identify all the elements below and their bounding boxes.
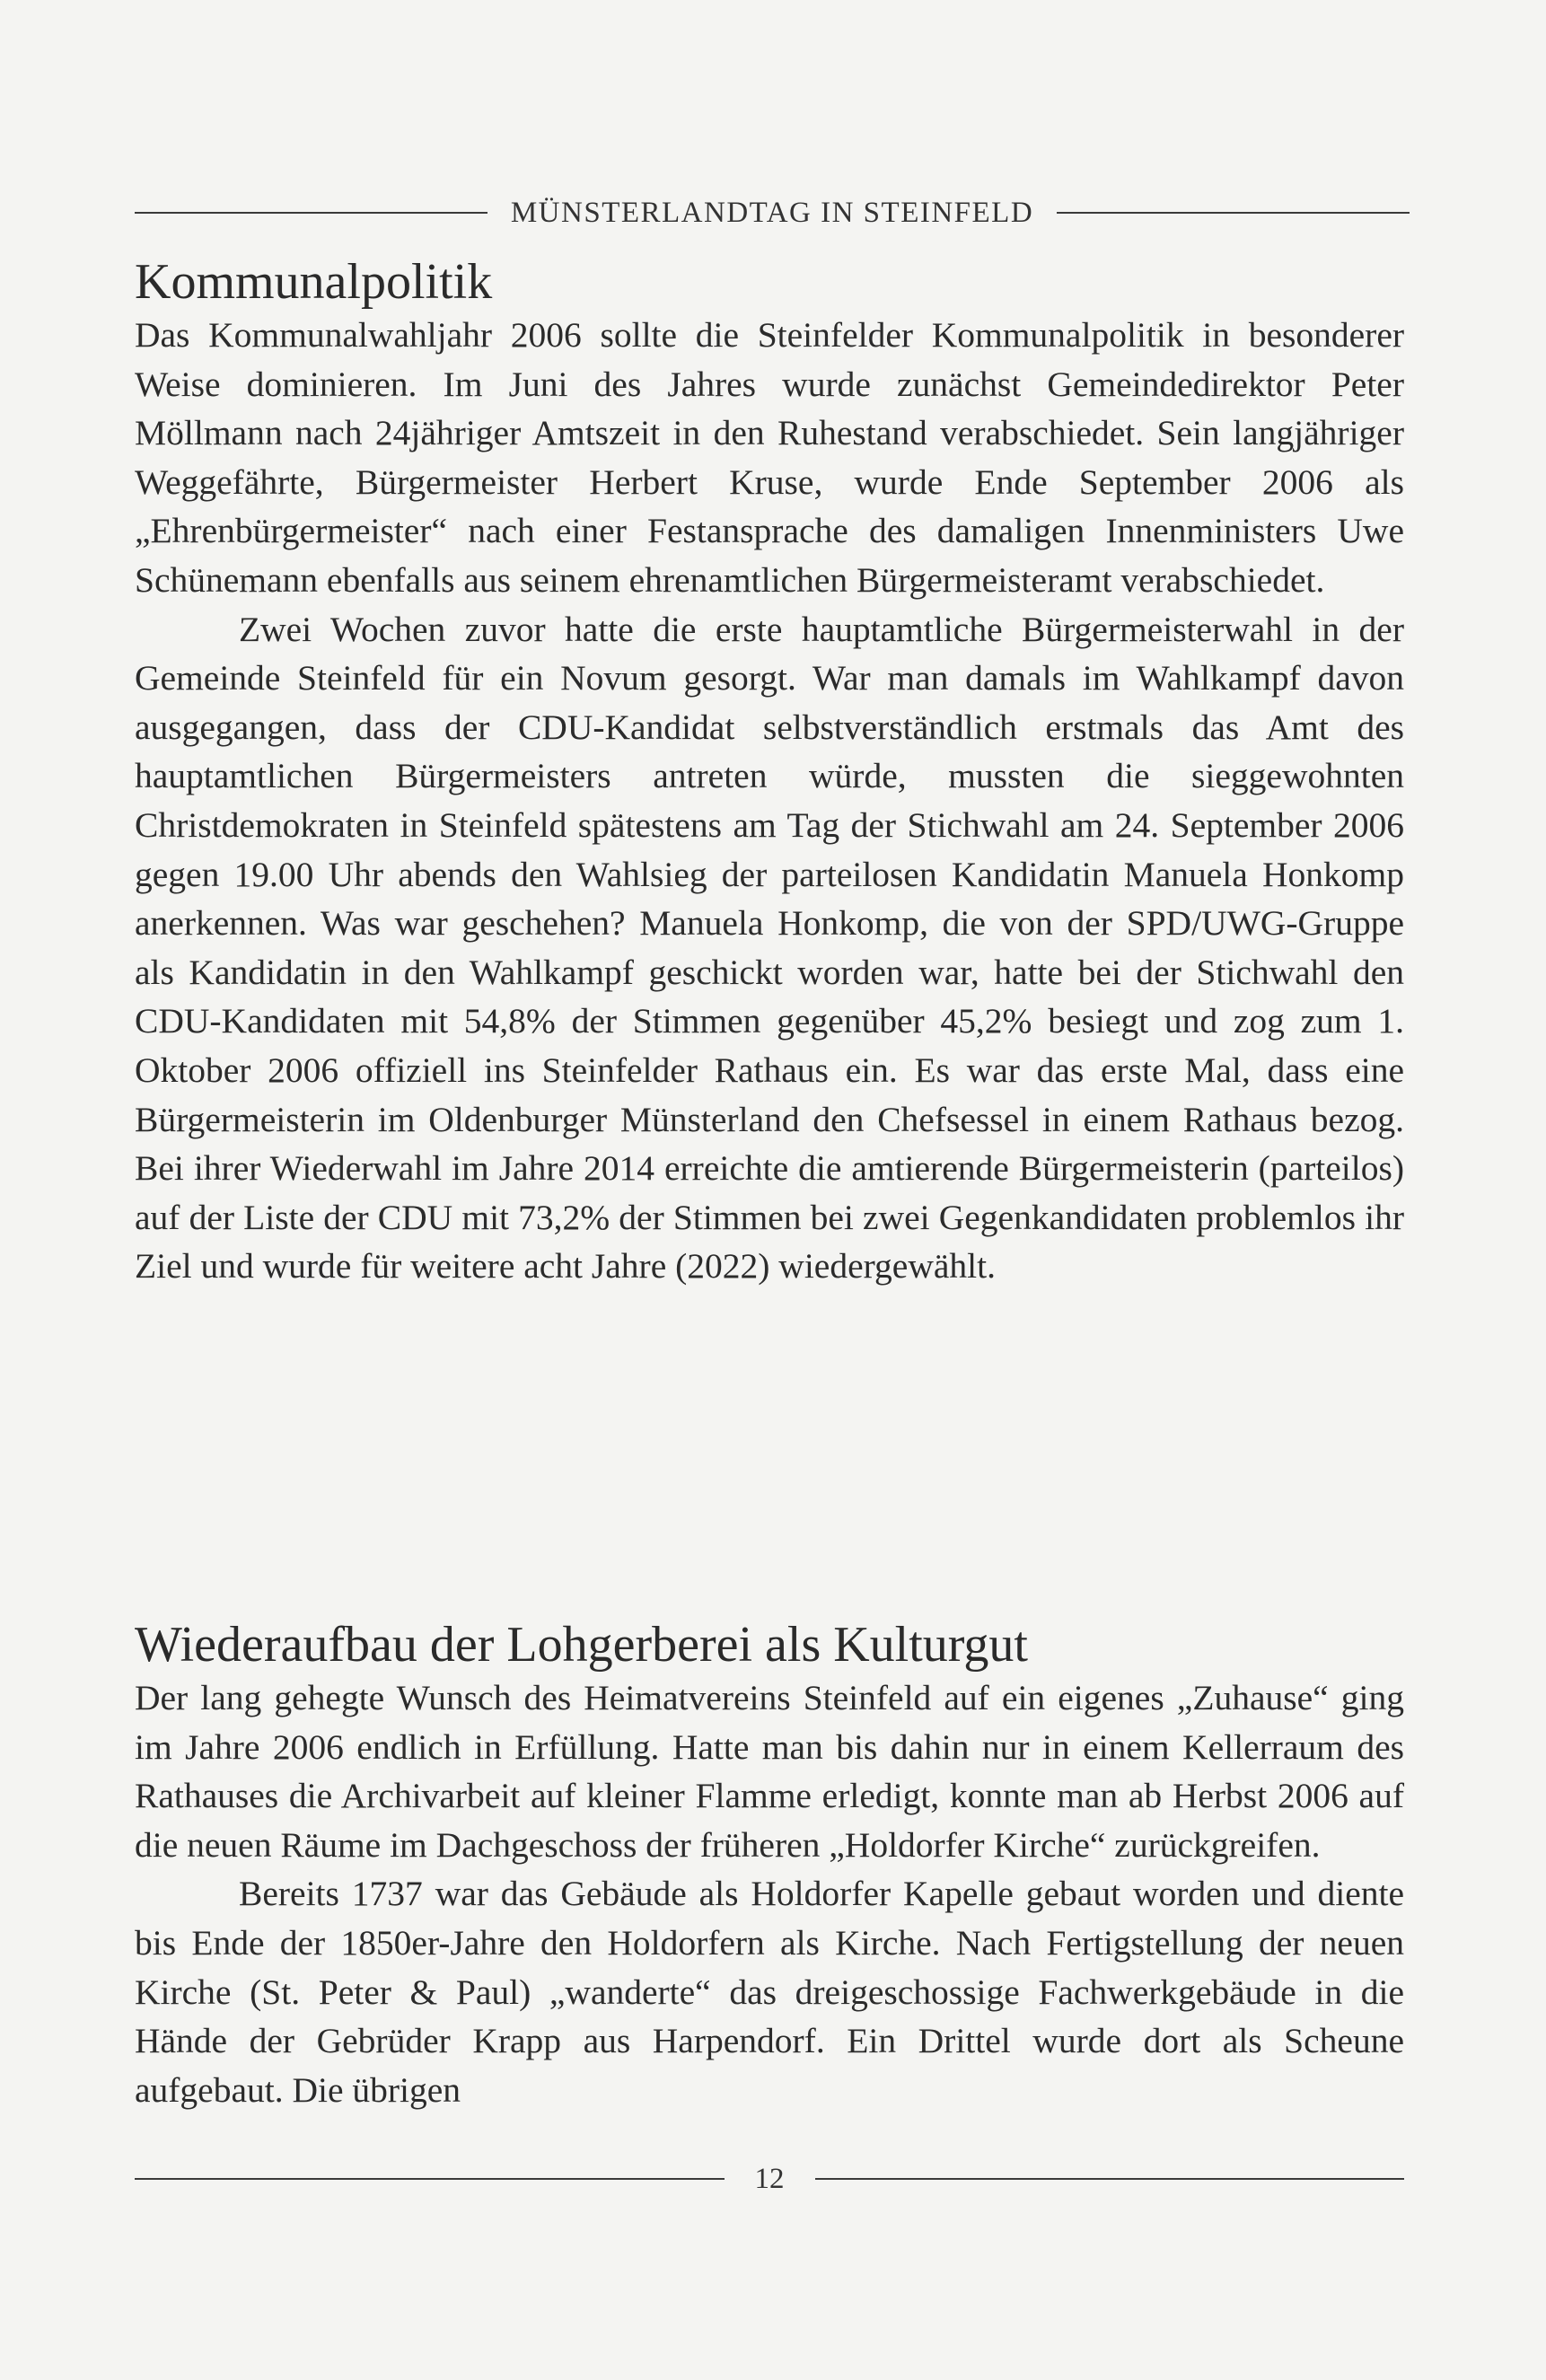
section-heading: Wiederaufbau der Lohgerberei als Kulturgut [135, 1617, 1028, 1673]
running-footer [135, 2159, 1404, 2199]
header-rule-right [1057, 212, 1410, 214]
footer-rule-right [815, 2178, 1405, 2180]
running-header [135, 193, 1410, 233]
paragraph: Der lang gehegte Wunsch des Heimatvereins Steinfeld auf ein eigenes „Zuhause“ ging im Jahre 2006 endlich in Erfüllung. Hatte man bis dahin nur in einem Kellerraum des Rathauses die Archivarbeit auf kleiner Flamme erledigt, konnte man ab Herbst 2006 auf die neuen Räume im Dachgeschoss der früheren „Holdorfer Kirche“ zurückgreifen. [135, 1678, 1404, 1865]
paragraph: Bereits 1737 war das Gebäude als Holdorfer Kapelle gebaut worden und diente bis Ende der 1850er-Jahre den Holdorfern als Kirche. Nach Fertigstellung der neuen Kirche (St. Peter & Paul) „wanderte“ das dreigeschossige Fachwerkgebäude in die Hände der Gebrüder Krapp aus Harpendorf. Ein Drittel wurde dort als Scheune aufgebaut. Die übrigen [135, 1874, 1404, 2110]
page-number: 12 [754, 2162, 785, 2195]
section-heading: Kommunalpolitik [135, 254, 493, 310]
paragraph: Das Kommunalwahljahr 2006 sollte die Steinfelder Kommunalpolitik in besonderer Weise dominieren. Im Juni des Jahres wurde zunächst Gemeindedirektor Peter Möllmann nach 24jähriger Amtszeit in den Ruhestand verabschiedet. Sein langjähriger Weggefährte, Bürgermeister Herbert Kruse, wurde Ende September 2006 als „Ehrenbürgermeister“ nach einer Festansprache des damaligen Innenministers Uwe Schünemann ebenfalls aus seinem ehrenamtlichen Bürgermeisteramt verabschiedet. [135, 315, 1404, 600]
paragraph: Zwei Wochen zuvor hatte die erste hauptamtliche Bürgermeisterwahl in der Gemeinde Steinfeld für ein Novum gesorgt. War man damals im Wahlkampf davon ausgegangen, dass der CDU-Kandidat selbstverständlich erstmals das Amt des hauptamtlichen Bürgermeisters antreten würde, mussten die sieggewohnten Christdemokraten in Steinfeld spätestens am Tag der Stichwahl am 24. September 2006 gegen 19.00 Uhr abends den Wahlsieg der parteilosen Kandidatin Manuela Honkomp anerkennen. Was war geschehen? Manuela Honkomp, die von der SPD/UWG-Gruppe als Kandidatin in den Wahlkampf geschickt worden war, hatte bei der Stichwahl den CDU-Kandidaten mit 54,8% der Stimmen gegenüber 45,2% besiegt und zog zum 1. Oktober 2006 offiziell ins Steinfelder Rathaus ein. Es war das erste Mal, dass eine Bürgermeisterin im Oldenburger Münsterland den Chefsessel in einem Rathaus bezog. Bei ihrer Wiederwahl im Jahre 2014 erreichte die amtierende Bürgermeisterin (parteilos) auf der Liste der CDU mit 73,2% der Stimmen bei zwei Gegenkandidaten problemlos ihr Ziel und wurde für weitere acht Jahre (2022) wiedergewählt. [135, 609, 1404, 1287]
footer-rule-left [135, 2178, 725, 2180]
section-lohgerberei [135, 1616, 1404, 2114]
running-header-title: MÜNSTERLANDTAG IN STEINFELD [510, 196, 1034, 229]
section-kommunalpolitik [135, 253, 1404, 1291]
header-rule-left [135, 212, 488, 214]
